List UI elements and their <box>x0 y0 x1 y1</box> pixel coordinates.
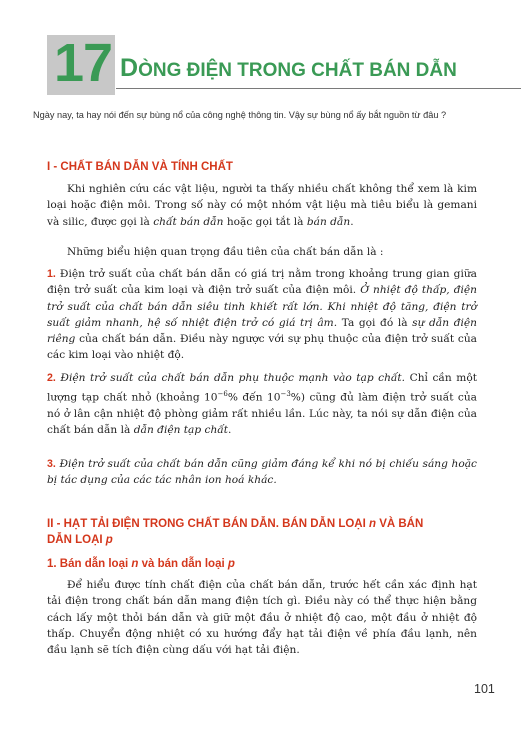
chapter-title-initial: D <box>120 54 139 82</box>
chapter-number: 17 <box>54 33 113 93</box>
section1-paragraph-2: Những biểu hiện quan trọng đầu tiên của chất bán dẫn là : <box>67 246 384 258</box>
section2-heading: II - HẠT TẢI ĐIỆN TRONG CHẤT BÁN DẪN. BÁN DẪN LOẠI n VÀ BÁN DẪN LOẠI p <box>47 518 424 546</box>
chapter-title <box>120 56 457 83</box>
page-number: 101 <box>474 682 495 696</box>
section2-paragraph: Để hiểu được tính chất điện của chất bán dẫn, trước hết cần xác định hạt tải điện trong chất bán dẫn mang điện tích gì. Điều này có thể thực hiện bằng cách lấy một thỏi bán dẫn và giữ một đầu ở nhiệt độ cao, một đầu ở nhiệt độ thấp. Chuyển động nhiệt có xu hướng đẩy hạt tải điện về phía đầu lạnh, nên đầu lạnh sẽ tích điện cùng dấu với hạt tải điện. <box>47 579 477 657</box>
section1-paragraph-1: Khi nghiên cứu các vật liệu, người ta thấy nhiều chất không thể xem là kim loại hoặc điện môi. Trong số này có một nhóm vật liệu mà tiêu biểu là gemani và silic, được gọi là chất bán dẫn hoặc gọi tắt là bán dẫn. <box>47 183 477 228</box>
chapter-title-rest: ÒNG ĐIỆN TRONG CHẤT BÁN DẪN <box>138 60 457 81</box>
property-item-3: 3. Điện trở suất của chất bán dẫn cũng giảm đáng kể khi nó bị chiếu sáng hoặc bị tác dụng của các tác nhân ion hoá khác. <box>47 458 477 487</box>
property-item-2: 2. Điện trở suất của chất bán dẫn phụ thuộc mạnh vào tạp chất. Chỉ cần một lượng tạp chất nhỏ (khoảng $10^{-6}\%$ đến $10^{-3}\%$) cũng đủ làm điện trở suất của nó ở lân cận nhiệt độ phòng giảm rất nhiều lần. Lúc này, ta nói sự dẫn điện của chất bán dẫn là dẫn điện tạp chất. <box>47 372 477 437</box>
section1-heading: I - CHẤT BÁN DẪN VÀ TÍNH CHẤT <box>47 161 233 173</box>
property-item-1: 1. Điện trở suất của chất bán dẫn có giá trị nằm trong khoảng trung gian giữa điện trở suất của kim loại và điện trở suất của điện môi. Ở nhiệt độ thấp, điện trở suất của chất bán dẫn siêu tinh khiết rất lớn. Khi nhiệt độ tăng, điện trở suất giảm nhanh, hệ số nhiệt điện trở có giá trị âm. Ta gọi đó là sự dẫn điện riêng của chất bán dẫn. Điều này ngược với sự phụ thuộc của điện trở suất của các kim loại vào nhiệt độ. <box>47 268 477 362</box>
title-rule <box>116 88 521 89</box>
subsection-heading: 1. Bán dẫn loại n và bán dẫn loại p <box>47 558 235 570</box>
intro-question: Ngày nay, ta hay nói đến sự bùng nổ của công nghệ thông tin. Vậy sự bùng nổ ấy bắt nguồn từ đâu ? <box>33 110 447 120</box>
